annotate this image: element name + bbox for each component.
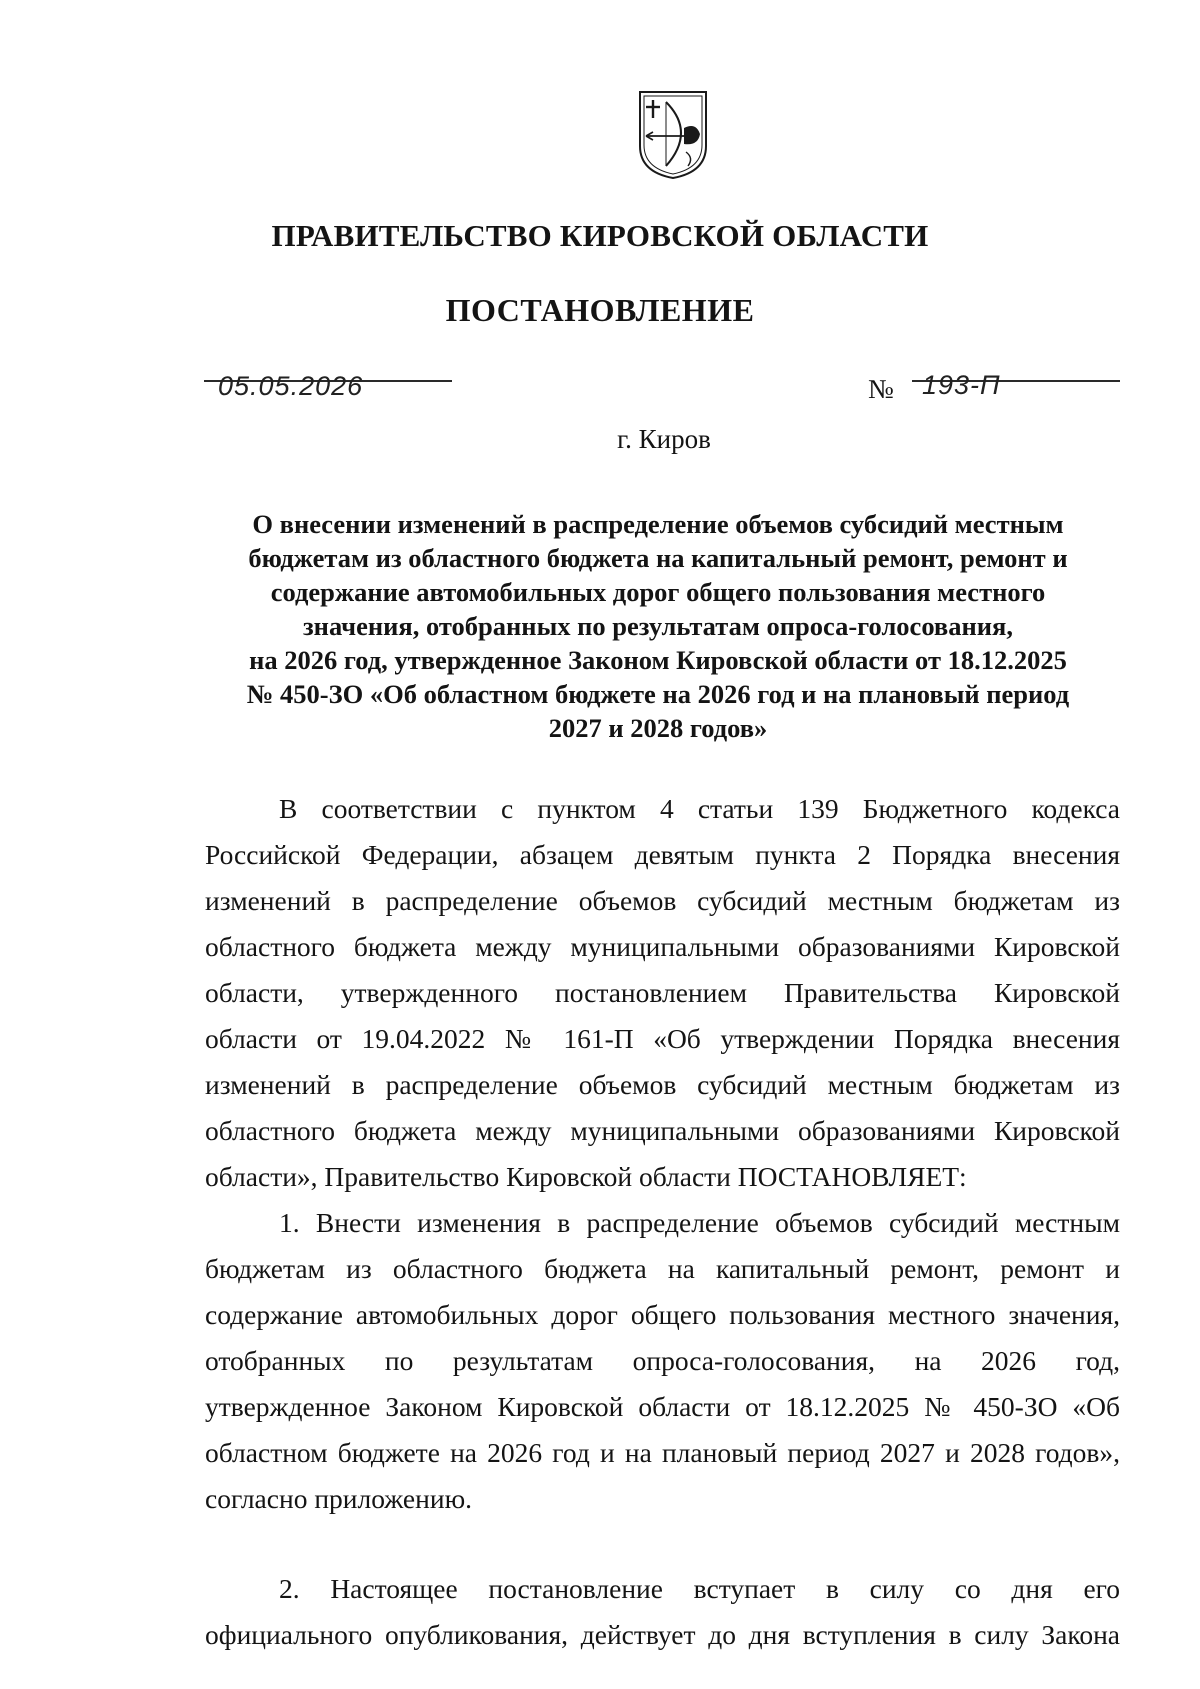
- preamble-line: области, утвержденного постановлением Правительства Кировской: [205, 977, 1120, 1008]
- item-1-line: 1. Внести изменения в распределение объемов субсидий местным: [279, 1207, 1120, 1238]
- preamble-line: изменений в распределение объемов субсидий местным бюджетам из: [205, 1069, 1120, 1100]
- item-2-line: официального опубликования, действует до дня вступления в силу Закона: [205, 1619, 1120, 1650]
- item-2-line: 2. Настоящее постановление вступает в силу со дня его: [279, 1573, 1120, 1604]
- preamble-line: области от 19.04.2022 № 161-П «Об утверждении Порядка внесения: [205, 1023, 1120, 1054]
- title-line: на 2026 год, утвержденное Законом Кировской области от 18.12.2025: [249, 645, 1067, 675]
- number-sign: №: [868, 374, 894, 404]
- title-line: бюджетам из областного бюджета на капитальный ремонт, ремонт и: [248, 543, 1068, 573]
- document-type: ПОСТАНОВЛЕНИЕ: [445, 292, 755, 328]
- item-1-line: согласно приложению.: [205, 1483, 472, 1514]
- document-title: [200, 507, 1116, 745]
- title-line: значения, отобранных по результатам опроса-голосования,: [303, 611, 1013, 641]
- title-line: 2027 и 2028 годов»: [548, 713, 768, 743]
- document-number: 193-П: [922, 370, 1001, 400]
- preamble-line: областного бюджета между муниципальными образованиями Кировской: [205, 931, 1120, 962]
- coat-of-arms-emblem: [636, 88, 710, 180]
- organization-name: ПРАВИТЕЛЬСТВО КИРОВСКОЙ ОБЛАСТИ: [271, 218, 929, 253]
- item-2-paragraph: [205, 1566, 1120, 1658]
- city: г. Киров: [617, 424, 711, 454]
- preamble-paragraph: [205, 786, 1120, 1200]
- preamble-line: области», Правительство Кировской области ПОСТАНОВЛЯЕТ:: [205, 1161, 967, 1192]
- item-1-line: отобранных по результатам опроса-голосования, на 2026 год,: [205, 1345, 1120, 1376]
- title-line: № 450-ЗО «Об областном бюджете на 2026 год и на плановый период: [246, 679, 1070, 709]
- preamble-line: областного бюджета между муниципальными образованиями Кировской: [205, 1115, 1120, 1146]
- item-1-paragraph: [205, 1200, 1120, 1522]
- document-date: 05.05.2026: [218, 371, 364, 401]
- item-1-line: областном бюджете на 2026 год и на плановый период 2027 и 2028 годов»,: [205, 1437, 1120, 1468]
- preamble-line: изменений в распределение объемов субсидий местным бюджетам из: [205, 885, 1120, 916]
- item-1-line: утвержденное Законом Кировской области от 18.12.2025 № 450-ЗО «Об: [205, 1391, 1120, 1422]
- item-1-line: содержание автомобильных дорог общего пользования местного значения,: [205, 1299, 1120, 1330]
- preamble-line: В соответствии с пунктом 4 статьи 139 Бюджетного кодекса: [279, 793, 1120, 824]
- preamble-line: Российской Федерации, абзацем девятым пункта 2 Порядка внесения: [205, 839, 1120, 870]
- title-line: О внесении изменений в распределение объемов субсидий местным: [252, 509, 1064, 539]
- title-line: содержание автомобильных дорог общего пользования местного: [270, 577, 1046, 607]
- item-1-line: бюджетам из областного бюджета на капитальный ремонт, ремонт и: [205, 1253, 1120, 1284]
